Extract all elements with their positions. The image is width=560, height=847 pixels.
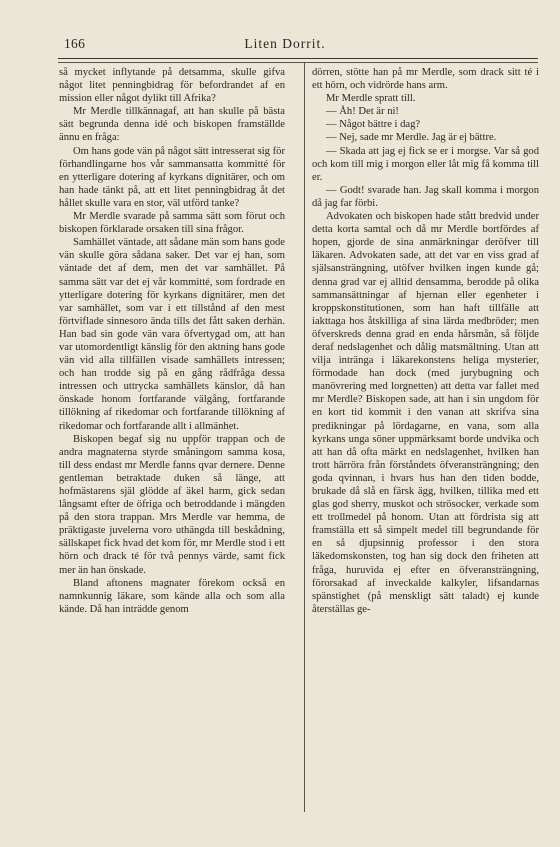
paragraph: så mycket inflytande på detsamma, skulle gifva något litet penningbidrag för befordrandet af en mission eller något dylikt till Afrika? xyxy=(59,67,285,105)
column-divider xyxy=(304,62,305,812)
paragraph: Mr Merdle svarade på samma sätt som förut och biskopen förklarade orsaken till sina frågor. xyxy=(59,211,285,236)
paragraph: Mr Merdle tillkännagaf, att han skulle på bästa sätt begrunda denna idé och biskopen framställde ännu en fråga: xyxy=(59,106,285,144)
right-column xyxy=(312,66,539,616)
paragraph: Samhället väntade, att sådane män som hans gode vän skulle göra sådana saker. Det var ej han, som väntade det af dem, men det var samhället. På samma sätt var det ej vår kommitté, som fordrade en ytterligare dotering för kyrkans dignitärer, men det var samhället, som var i ett tillstånd af den mest förtviflade sinnesoro ända tills det fått saken derhän. Han bad sin gode vän vara öfvertygad om, att han var utomordentligt känslig för den aktning hans gode vän vid alla tillfällen visade samhällets intressen; och han trodde sig på en gång rådfråga dessa intressen och uttrycka samhällets känslor, då han önskade honom fortfarande välgång, fortfarande tillökning af rikedomar och fortfarande tillökning af rikedomar och fortfarande allt i allmänhet. xyxy=(59,237,285,432)
page-number: 166 xyxy=(64,36,86,51)
paragraph: dörren, stötte han på mr Merdle, som drack sitt té i ett hörn, och vidrörde hans arm. xyxy=(312,67,539,92)
header-rule-thin xyxy=(58,62,538,63)
header-rule xyxy=(58,58,538,59)
left-column xyxy=(59,66,285,616)
paragraph: Advokaten och biskopen hade stått bredvid under detta korta samtal och då mr Merdle bortfördes af hopen, gjorde de sina anmärkningar deröfver till läkaren. Advokaten sade, att det var en viss grad af själsansträngning, utöfver hvilken ingen kunde gå; denna grad var ej alltid densamma, berodde på olika sammansättningar af hjernan eller egenheter i kroppskonstitutionen, som han haft tillfälle att iakttaga hos åtskilliga af sina lärda medbröder; men öfverskreds denna grad en enda hårsmån, så följde deraf nedslagenhet och dålig matsmältning. Utan att vilja intränga i läkarekonstens heliga mysterier, förmodade han dock (med jurybugning och manövrering med lorgnetten) att detta var fallet med mr Merdle? Biskopen sade, att han i sin ungdom för en kort tid kommit i den vanan att skrifva sina predikningar på lördagarne, en vana, som alla kyrkans unga söner uppmärksamt borde undvika och att han då ofta märkt en nedslagenhet, hvilken han trott härröra från förståndets öfveransträngning; den goda qvinnan, i hvars hus han den tiden bodde, brukade då slå en färsk ägg, hvilken, tillika med ett glas god sherry, muskot och strösocker, verkade som ett trollmedel på honom. Utan att fördrista sig att framställa ett så simpelt medel till begrundande för en så djupsinnig professor i den stora läkedomskonsten, tog han sig dock den friheten att fråga, huruvida ej efter en öfveransträngning, förorsakad af inveckalde kalkyler, lifsandarnas spänstighet (på menskligt sätt taladt) ej kunde återställas ge- xyxy=(312,211,539,615)
paragraph: — Något bättre i dag? xyxy=(326,119,421,131)
paragraph: — Nej, sade mr Merdle. Jag är ej bättre. xyxy=(326,132,497,144)
page-header xyxy=(64,36,506,54)
paragraph: Mr Merdle spratt till. xyxy=(326,93,416,105)
paragraph: — Åh! Det är ni! xyxy=(326,106,399,118)
running-title: Liten Dorrit. xyxy=(244,36,326,51)
paragraph: Biskopen begaf sig nu uppför trappan och de andra magnaterna styrde småningom samma kosa, till dess endast mr Merdle fanns qvar dernere. Denne gentleman betraktade duken så länge, att hofmästarens själ glödde af äkel harm, gick sedan långsamt efter de öfriga och betroddande i mängden på den stora trappan. Mrs Merdle var hemma, de präktigaste juvelerna voro uthängda till beskådning, sällskapet fick hvad det kom för, mr Merdle stod i ett hörn och drack té för två pennys värde, samt fick mer än han önskade. xyxy=(59,433,285,576)
paragraph: — Skada att jag ej fick se er i morgse. Var så god och kom till mig i morgon eller låt mig få komma till er. xyxy=(312,145,539,183)
paragraph: Om hans gode vän på något sätt intresserat sig för förhandlingarne hos vår sammansatta kommitté för en ytterligare dotering af kyrkans dignitärer, och om han hade tänkt på, att ett litet penningbidrag åt det hållet skulle vara en stor, väl utförd tanke? xyxy=(59,145,285,209)
paragraph: — Godt! svarade han. Jag skall komma i morgon då jag far förbi. xyxy=(312,184,539,209)
paragraph: Bland aftonens magnater förekom också en namnkunnig läkare, som kände alla och som alla kände. Då han inträdde genom xyxy=(59,577,285,615)
